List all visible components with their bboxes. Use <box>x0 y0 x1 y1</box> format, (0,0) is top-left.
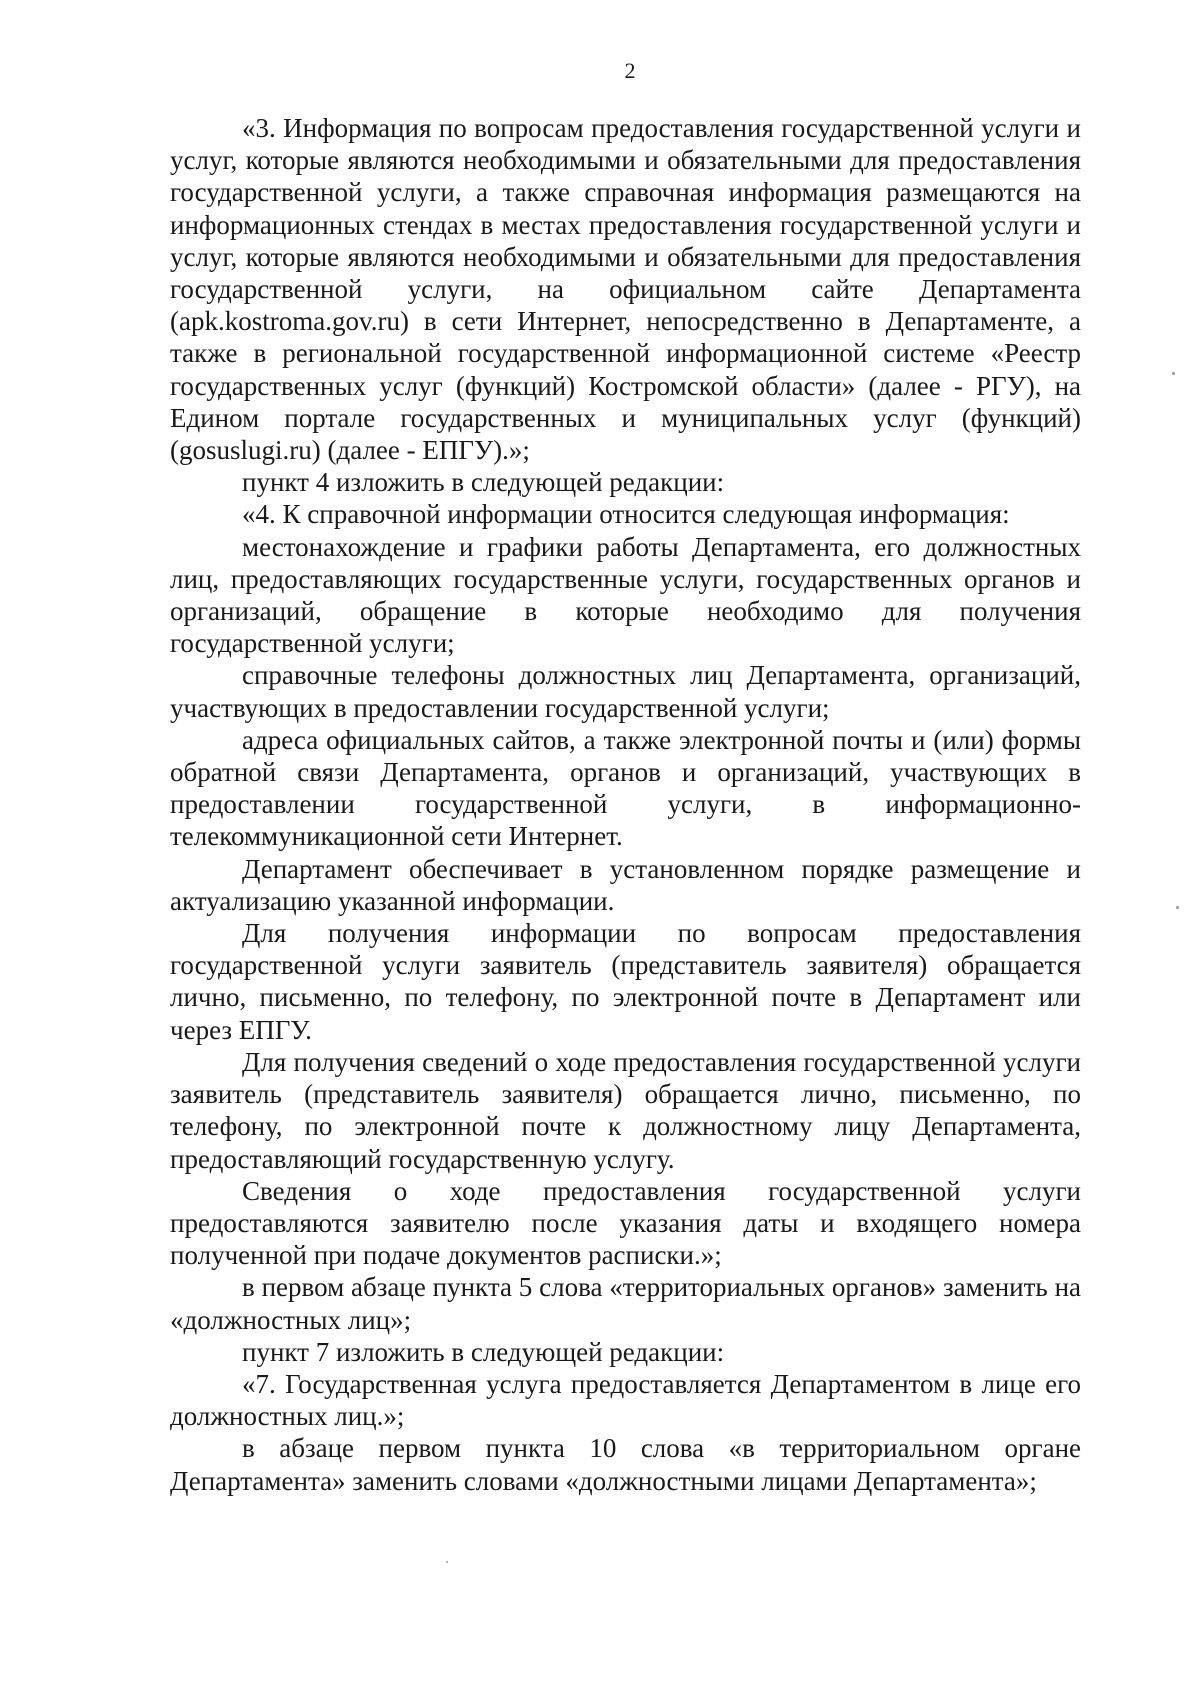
paragraph: в первом абзаце пункта 5 слова «территориальных органов» заменить на «должностных лиц»; <box>170 1272 1081 1335</box>
scan-speck <box>1172 372 1175 375</box>
page-number: 2 <box>624 58 636 83</box>
paragraph: Для получения информации по вопросам предоставления государственной услуги заявитель (представитель заявителя) обращается лично, письменно, по телефону, по электронной почте в Департамент или через ЕПГУ. <box>170 918 1081 1045</box>
paragraph: «4. К справочной информации относится следующая информация: <box>242 499 1010 530</box>
paragraph: «3. Информация по вопросам предоставления государственной услуги и услуг, которые являются необходимыми и обязательными для предоставления государственной услуги, а также справочная информация размещаются на информационных стендах в местах предоставления государственной услуги и услуг, которые являются необходимыми и обязательными для предоставления государственной услуги, на официальном сайте Департамента (apk.kostroma.gov.ru) в сети Интернет, непосредственно в Департаменте, а также в региональной государственной информационной системе «Реестр государственных услуг (функций) Костромской области» (далее - РГУ), на Едином портале государственных и муниципальных услуг (функций) (gosuslugi.ru) (далее - ЕПГУ).»; <box>170 113 1081 466</box>
paragraph: «7. Государственная услуга предоставляется Департаментом в лице его должностных лиц.»; <box>170 1368 1081 1432</box>
paragraph: в абзаце первом пункта 10 слова «в территориальном органе Департамента» заменить словами «должностными лицами Департамента»; <box>170 1433 1081 1496</box>
scan-speck <box>446 1561 448 1563</box>
paragraph: Для получения сведений о ходе предоставления государственной услуги заявитель (представитель заявителя) обращается лично, письменно, по телефону, по электронной почте к должностному лицу Департамента, предоставляющий государственную услугу. <box>170 1046 1081 1174</box>
paragraph: Департамент обеспечивает в установленном порядке размещение и актуализацию указанной информации. <box>170 853 1081 916</box>
paragraph: местонахождение и графики работы Департамента, его должностных лиц, предоставляющих государственные услуги, государственных органов и организаций, обращение в которые необходимо для получения государственной услуги; <box>170 531 1081 659</box>
paragraph: Сведения о ходе предоставления государственной услуги предоставляются заявителю после указания даты и входящего номера полученной при подаче документов расписки.»; <box>170 1175 1081 1271</box>
paragraph: адреса официальных сайтов, а также электронной почты и (или) формы обратной связи Департамента, органов и организаций, участвующих в предоставлении государственной услуги, в информационно-телекоммуникационной сети Интернет. <box>170 724 1081 852</box>
scan-speck <box>1176 906 1179 909</box>
paragraph: пункт 7 изложить в следующей редакции: <box>242 1336 725 1367</box>
paragraph: справочные телефоны должностных лиц Департамента, организаций, участвующих в предоставлении государственной услуги; <box>170 660 1081 723</box>
document-body <box>170 112 1081 1497</box>
paragraph: пункт 4 изложить в следующей редакции: <box>242 467 725 498</box>
